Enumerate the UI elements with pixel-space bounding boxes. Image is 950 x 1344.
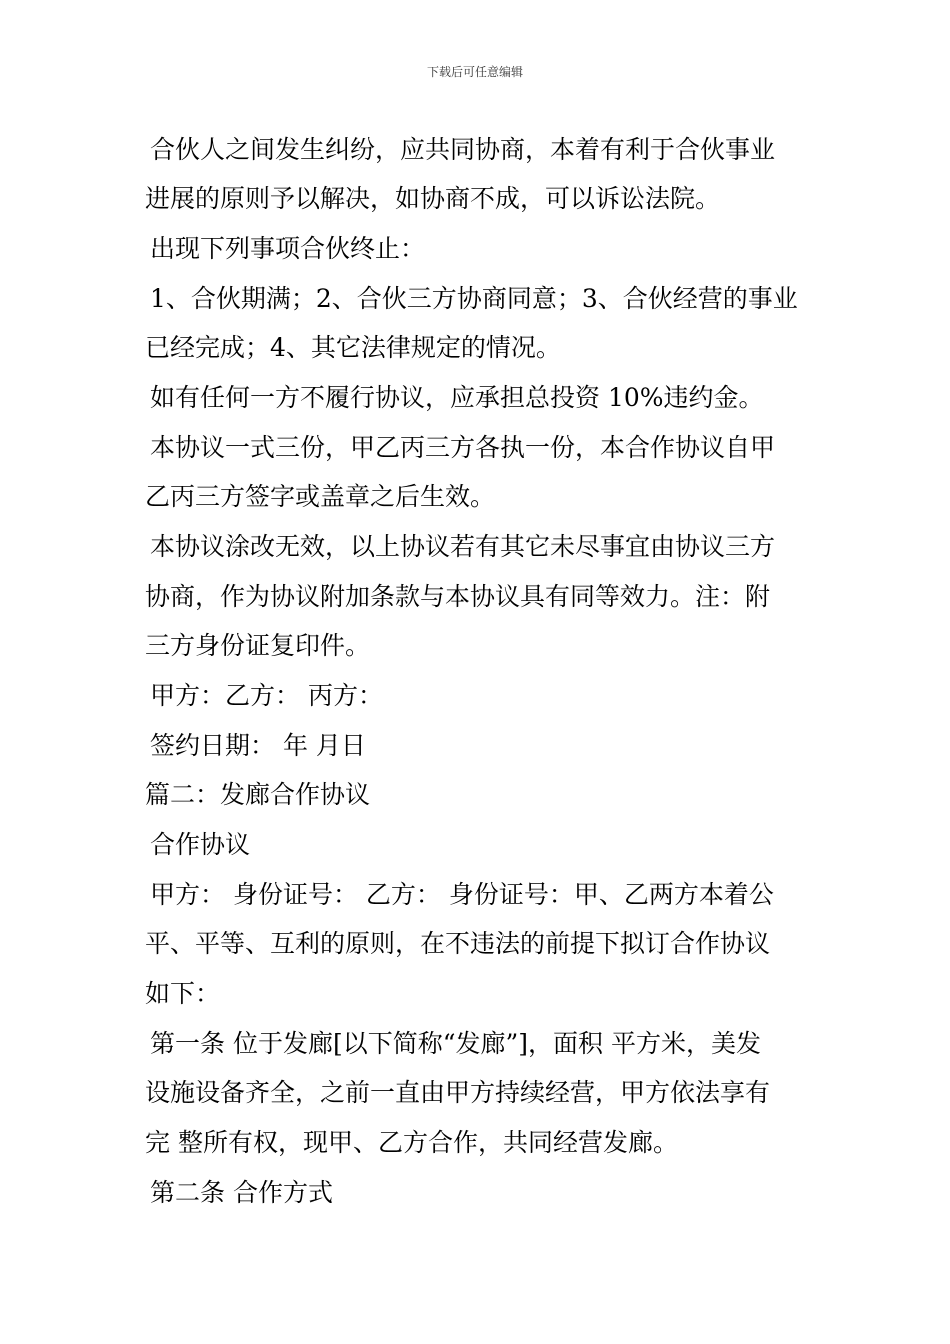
- text-line: 本协议一式三份，甲乙丙三方各执一份，本合作协议自甲: [150, 433, 776, 462]
- text-line: 三方身份证复印件。: [145, 631, 371, 660]
- text-line: 协商，作为协议附加条款与本协议具有同等效力。注：附: [145, 582, 771, 611]
- text-line: 设施设备齐全，之前一直由甲方持续经营，甲方依法享有: [145, 1078, 771, 1107]
- document-title: 合作协议: [150, 830, 251, 859]
- text-line: 第一条 位于发廊[以下简称“发廊”]，面积 平方米，美发: [150, 1029, 761, 1058]
- text-line: 出现下列事项合伙终止：: [150, 234, 426, 263]
- text-line: 1、合伙期满；2、合伙三方协商同意；3、合伙经营的事业: [150, 284, 798, 313]
- text-line: 已经完成；4、其它法律规定的情况。: [145, 333, 561, 362]
- text-line: 本协议涂改无效，以上协议若有其它未尽事宜由协议三方: [150, 532, 776, 561]
- text-line: 签约日期： 年 月日: [150, 731, 366, 760]
- section-heading: 篇二：发廊合作协议: [145, 780, 371, 809]
- text-line: 甲方：乙方： 丙方：: [150, 681, 383, 710]
- text-line: 如下：: [145, 979, 221, 1008]
- text-line: 如有任何一方不履行协议，应承担总投资 10%违约金。: [150, 383, 764, 412]
- text-line: 甲方： 身份证号： 乙方： 身份证号：甲、乙两方本着公: [150, 880, 774, 909]
- text-line: 平、平等、互利的原则，在不违法的前提下拟订合作协议: [145, 929, 771, 958]
- text-line: 合伙人之间发生纠纷，应共同协商，本着有利于合伙事业: [150, 135, 776, 164]
- page-header-note: 下载后可任意编辑: [426, 65, 523, 79]
- text-line: 乙丙三方签字或盖章之后生效。: [145, 482, 496, 511]
- text-line: 第二条 合作方式: [150, 1178, 333, 1207]
- text-line: 进展的原则予以解决，如协商不成，可以诉讼法院。: [145, 184, 721, 213]
- text-line: 完 整所有权，现甲、乙方合作，共同经营发廊。: [145, 1128, 678, 1157]
